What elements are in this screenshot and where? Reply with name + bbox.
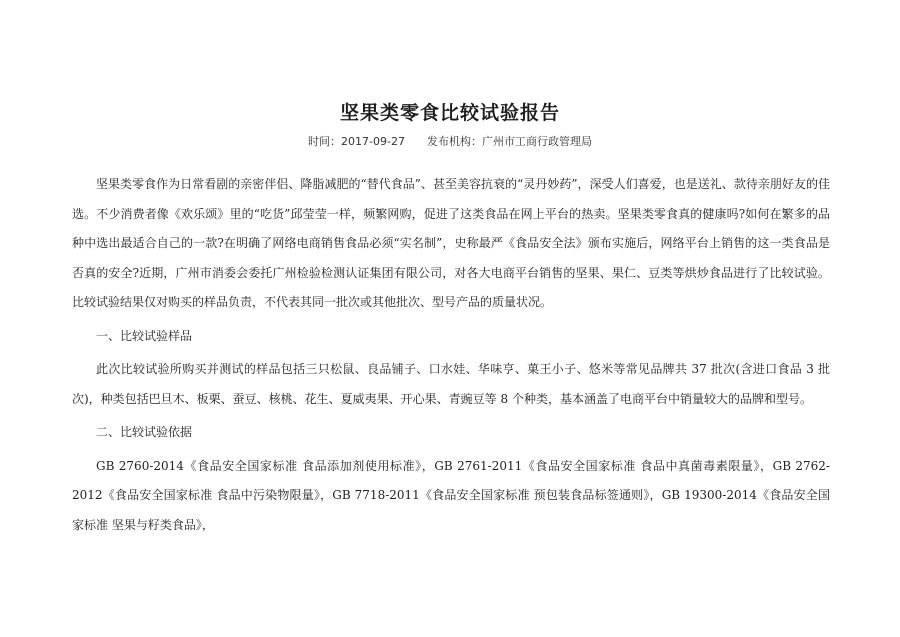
paragraph-intro: 坚果类零食作为日常看剧的亲密伴侣、降脂减肥的“替代食品”、甚至美容抗衰的“灵丹妙药”，深受人们喜爱，也是送礼、款待亲朋好友的佳选。不少消费者像《欢乐颂》里的“吃货”邱莹莹一样，频繁网购，促进了这类食品在网上平台的热卖。坚果类零食真的健康吗?如何在繁多的品种中选出最适合自己的一款?在明确了网络电商销售食品必须“实名制”，史称最严《食品安全法》颁布实施后，网络平台上销售的这一类食品是否真的安全?近期，广州市消委会委托广州检验检测认证集团有限公司，对各大电商平台销售的坚果、果仁、豆类等烘炒食品进行了比较试验。比较试验结果仅对购买的样品负责，不代表其同一批次或其他批次、型号产品的质量状况。 (72, 177, 830, 309)
paragraph-samples: 此次比较试验所购买并测试的样品包括三只松鼠、良品铺子、口水娃、华味亨、菓王小子、悠米等常见品牌共 37 批次(含进口食品 3 批次)，种类包括巴旦木、板栗、蚕豆、核桃、花生、夏威夷果、开心果、青豌豆等 8 个种类，基本涵盖了电商平台中销量较大的品牌和型号。 (72, 362, 830, 406)
document-meta (0, 133, 900, 149)
publisher: 发布机构：广州市工商行政管理局 (426, 135, 592, 148)
page-title: 坚果类零食比较试验报告 (339, 102, 560, 124)
document-body (72, 170, 830, 540)
section-heading-basis: 二、比较试验依据 (96, 425, 193, 439)
publish-date: 时间：2017-09-27 (308, 135, 405, 148)
section-heading-samples: 一、比较试验样品 (96, 328, 193, 343)
paragraph-basis: GB 2760-2014《食品安全国家标准 食品添加剂使用标准》，GB 2761-2011《食品安全国家标准 食品中真菌毒素限量》，GB 2762-2012《食品安全国家标准 食品中污染物限量》，GB 7718-2011《食品安全国家标准 预包装食品标签通则》，GB 19300-2014《食品安全国家标准 坚果与籽类食品》， (72, 458, 830, 532)
